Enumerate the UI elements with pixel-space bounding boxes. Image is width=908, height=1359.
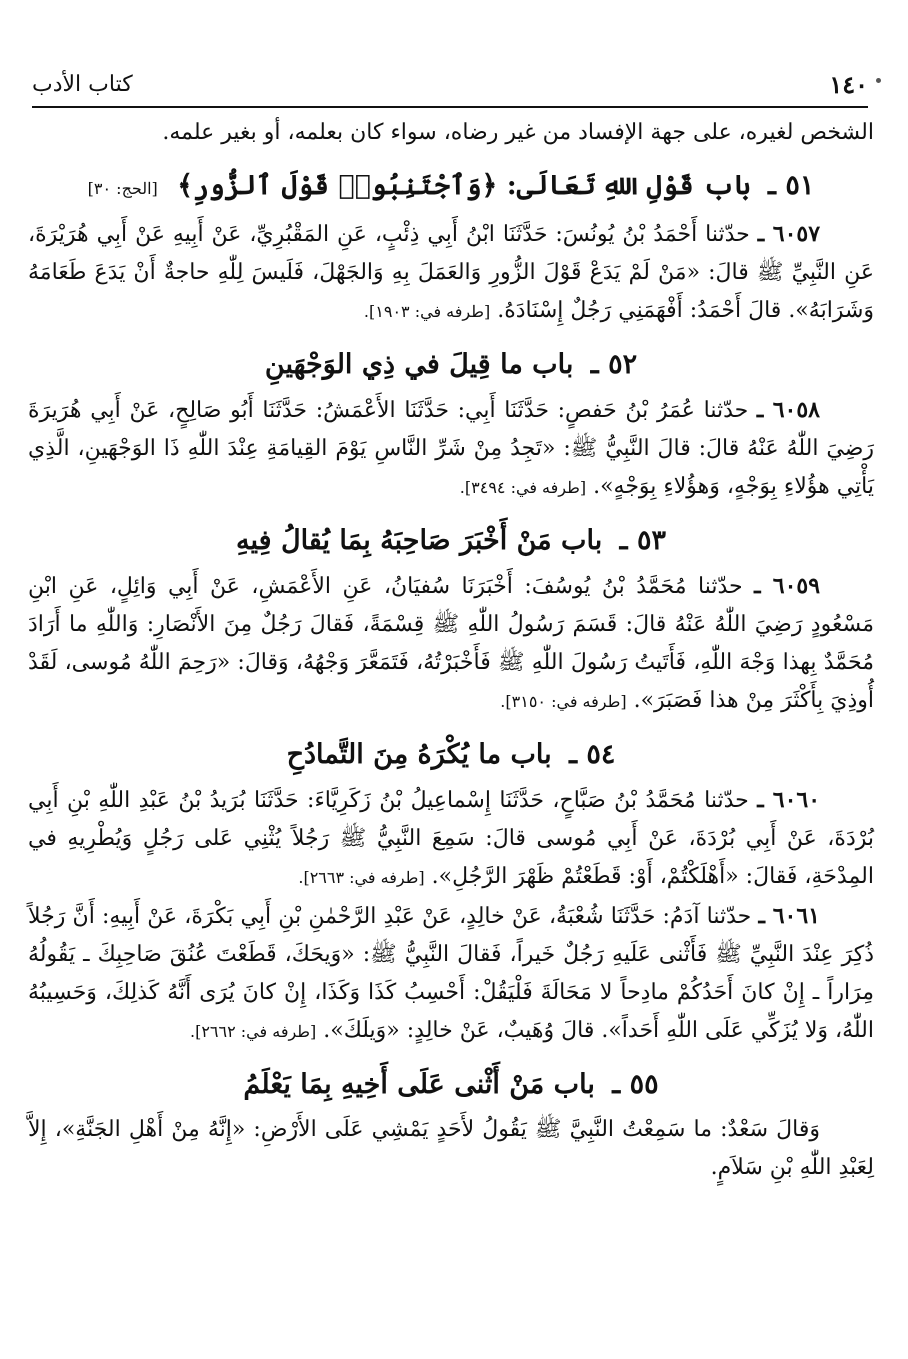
hadith-text: حدّثنا عُمَرُ بْنُ حَفصٍ: حَدَّثَنَا أَبِي: حَدَّثَنَا الأَعْمَشُ: حَدَّثَنَا أَبُو صَالِحٍ، عَنْ أَبِي هُرَيرَةَ رَضِيَ اللّٰهُ عَنْهُ قالَ: قالَ النَّبِيُّ ﷺ: «تَجِدُ مِنْ شَرِّ النَّاسِ يَوْمَ القِيامَةِ عِنْدَ اللّٰهِ ذَا الوَجْهَينِ، الَّذِي يَأْتِي هؤُلاءِ بِوَجْهٍ، وَهؤُلاءِ بِوَجْهٍ».: [28, 398, 874, 499]
hadith-number: ٦٠٥٨ ـ: [756, 397, 820, 423]
chapter-heading-55: [28, 1065, 874, 1105]
hadith-number: ٦٠٥٩ ـ: [754, 573, 821, 599]
page-header: [32, 62, 868, 108]
chapter-number: ٥٤ ـ: [569, 739, 616, 770]
chapter-heading-52: [28, 345, 874, 385]
chapter-heading-54: [28, 735, 874, 775]
hadith-6057: [28, 215, 874, 331]
hadith-reference: [طرفه في: ٢٦٦٢].: [189, 1022, 317, 1041]
hadith-reference: [طرفه في: ٣٤٩٤].: [459, 478, 587, 497]
scan-speck: [876, 78, 881, 83]
chapter-number: ٥٢ ـ: [590, 349, 638, 380]
chapter-number: ٥٥ ـ: [612, 1069, 659, 1100]
chapter-title: باب مَنْ أَخْبَرَ صَاحِبَهُ بِمَا يُقالُ فِيهِ: [236, 525, 603, 556]
page-body: [28, 114, 874, 1187]
chapter-heading-53: [28, 521, 874, 561]
chapter-number: ٥٣ ـ: [619, 525, 666, 556]
hadith-6061: [28, 897, 874, 1051]
quran-citation: [الحج: ٣٠]: [87, 179, 158, 198]
intro-paragraph: الشخص لغيره، على جهة الإفساد من غير رضاه، سواء كان بعلمه، أو بغير علمه.: [162, 120, 874, 145]
hadith-number: ٦٠٦١ ـ: [758, 903, 820, 929]
chapter-title: باب ما يُكْرَهُ مِنَ التَّمادُحِ: [286, 739, 552, 770]
hadith-text: حدّثنا أَحْمَدُ بْنُ يُونُسَ: حَدَّثَنَا ابْنُ أَبِي ذِئْبٍ، عَنِ المَقْبُرِيِّ، عَنْ أَبِيهِ عَنْ أَبِي هُرَيْرَةَ، عَنِ النَّبِيِّ ﷺ قالَ: «مَنْ لَمْ يَدَعْ قَوْلَ الزُّورِ وَالعَمَلَ بِهِ وَالجَهْلَ، فَلَيسَ لِلّٰهِ حاجةٌ أَنْ يَدَعَ طَعَامَهُ وَشَرَابَهُ». قالَ أَحْمَدُ: أَفْهَمَنِي رَجُلٌ إِسْنَادَهُ.: [28, 222, 874, 323]
hadith-text: حدّثنا مُحَمَّدُ بْنُ صَبَّاحٍ، حَدَّثَنَا إِسْماعِيلُ بْنُ زَكَرِيَّاءَ: حَدَّثَنَا بُرَيدُ بْنُ عَبْدِ اللّٰهِ بْنِ أَبِي بُرْدَةَ، عَنْ أَبِي بُرْدَةَ، عَنْ أَبِي مُوسى قالَ: سَمِعَ النَّبِيُّ ﷺ رَجُلاً يُثْنِي عَلى رَجُلٍ وَيُطْرِيهِ في المِدْحَةِ، فَقالَ: «أَهْلَكْتُمْ، أَوْ: قَطَعْتُمْ ظَهْرَ الرَّجُلِ».: [28, 788, 874, 889]
hadith-reference: [طرفه في: ٣١٥٠].: [500, 692, 627, 711]
hadith-number: ٦٠٦٠ ـ: [757, 787, 821, 813]
hadith-6060: [28, 781, 874, 897]
chapter-title: باب مَنْ أَثْنى عَلَى أَخِيهِ بِمَا يَعْلَمُ: [243, 1069, 595, 1100]
chapter-title: باب قَوْلِ اللهِ تَعَالَى: ﴿وَٱجْتَنِبُوا۟ قَوْلَ ٱلزُّورِ﴾: [177, 170, 751, 201]
hadith-text: حدّثنا مُحَمَّدُ بْنُ يُوسُفَ: أَخْبَرَنَا سُفيَانُ، عَنِ الأَعْمَشِ، عَنْ أَبِي وَائِلٍ، عَنِ ابْنِ مَسْعُودٍ رَضِيَ اللّٰهُ عَنْهُ قالَ: قَسَمَ رَسُولُ اللّٰهِ ﷺ قِسْمَةً، فَقالَ رَجُلٌ مِنَ الأَنْصَارِ: وَاللّٰهِ ما أَرَادَ مُحَمَّدٌ بِهذا وَجْهَ اللّٰهِ، فَأَتَيتُ رَسُولَ اللّٰهِ ﷺ فَأَخْبَرْتُهُ، فَتَمَعَّرَ وَجْهُهُ، وَقالَ: «رَحِمَ اللّٰهُ مُوسى، لَقَدْ أُوذِيَ بِأَكْثَرَ مِنْ هذا فَصَبَرَ».: [28, 574, 874, 713]
book-title: كتاب الأدب: [32, 71, 133, 97]
page-number: ١٤٠: [829, 69, 868, 99]
hadith-6059: [28, 567, 874, 721]
saad-narration: [28, 1111, 874, 1187]
hadith-6058: [28, 391, 874, 507]
chapter-heading-51: [28, 166, 874, 209]
narration-text: وَقالَ سَعْدٌ: ما سَمِعْتُ النَّبِيَّ ﷺ يَقُولُ لأَحَدٍ يَمْشِي عَلَى الأَرْضِ: «إِنَّهُ مِنْ أَهْلِ الجَنَّةِ»، إِلاَّ لِعَبْدِ اللّٰهِ بْنِ سَلاَمٍ.: [28, 1117, 874, 1180]
chapter-title: باب ما قِيلَ في ذِي الوَجْهَينِ: [264, 349, 574, 380]
hadith-number: ٦٠٥٧ ـ: [757, 221, 821, 247]
hadith-text: حدّثنا آدَمُ: حَدَّثَنَا شُعْبَةُ، عَنْ خالِدٍ، عَنْ عَبْدِ الرَّحْمٰنِ بْنِ أَبِي بَكْرَةَ، عَنْ أَبِيهِ: أَنَّ رَجُلاً ذُكِرَ عِنْدَ النَّبِيِّ ﷺ فَأَثْنى عَلَيهِ رَجُلٌ خَيراً، فَقالَ النَّبِيُّ ﷺ: «وَيحَكَ، قَطَعْتَ عُنُقَ صَاحِبِكَ ـ يَقُولُهُ مِرَاراً ـ إِنْ كانَ أَحَدُكُمْ مادِحاً لا مَحَالَةَ فَلْيَقُلْ: أَحْسِبُ كَذَا وَكَذَا، إِنْ كانَ يُرَى أَنَّهُ كَذلِكَ، وَحَسِيبُهُ اللّٰهُ، وَلا يُزَكِّي عَلَى اللّٰهِ أَحَداً». قالَ وُهَيبٌ، عَنْ خالِدٍ: «وَيلَكَ».: [28, 904, 874, 1043]
chapter-number: ٥١ ـ: [768, 170, 815, 201]
hadith-reference: [طرفه في: ٢٦٦٣].: [298, 868, 425, 887]
hadith-reference: [طرفه في: ١٩٠٣].: [363, 302, 491, 321]
